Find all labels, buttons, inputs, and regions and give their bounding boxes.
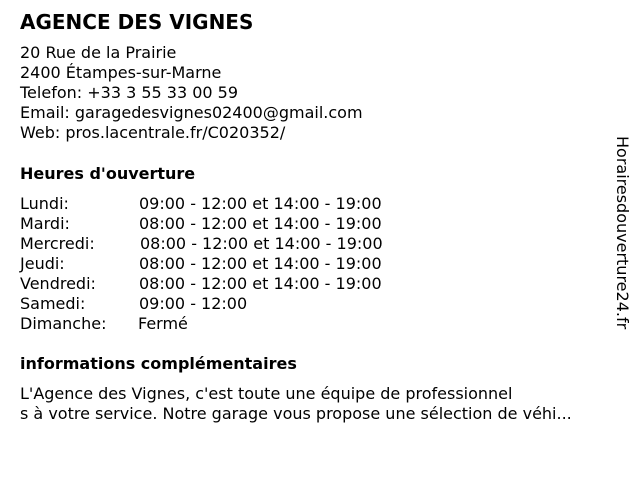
email-address: Email: garagedesvignes02400@gmail.com bbox=[20, 103, 363, 122]
business-name: AGENCE DES VIGNES bbox=[20, 10, 254, 34]
day-hours: 08:00 - 12:00 et 14:00 - 19:00 bbox=[139, 254, 382, 273]
day-hours: 08:00 - 12:00 et 14:00 - 19:00 bbox=[140, 234, 383, 253]
day-label: Vendredi: bbox=[20, 274, 96, 293]
hours-heading: Heures d'ouverture bbox=[20, 164, 196, 183]
info-line-1: L'Agence des Vignes, c'est toute une équipe de professionnel bbox=[20, 384, 513, 403]
day-hours: 09:00 - 12:00 bbox=[139, 294, 248, 313]
day-hours: 09:00 - 12:00 et 14:00 - 19:00 bbox=[139, 194, 382, 213]
day-label: Lundi: bbox=[20, 194, 69, 213]
city-address: 2400 Étampes-sur-Marne bbox=[20, 63, 222, 82]
street-address: 20 Rue de la Prairie bbox=[20, 43, 177, 62]
brand-watermark: Horairesdouverture24.fr bbox=[613, 136, 632, 330]
day-hours: 08:00 - 12:00 et 14:00 - 19:00 bbox=[139, 214, 382, 233]
day-label: Mardi: bbox=[20, 214, 70, 233]
contact-block bbox=[20, 43, 363, 143]
day-hours: Fermé bbox=[138, 314, 188, 333]
phone-number: Telefon: +33 3 55 33 00 59 bbox=[20, 83, 239, 102]
info-heading: informations complémentaires bbox=[20, 354, 297, 373]
day-label: Samedi: bbox=[20, 294, 86, 313]
website: Web: pros.lacentrale.fr/C020352/ bbox=[20, 123, 286, 142]
day-hours: 08:00 - 12:00 et 14:00 - 19:00 bbox=[139, 274, 382, 293]
day-label: Mercredi: bbox=[20, 234, 95, 253]
day-label: Jeudi: bbox=[20, 254, 65, 273]
info-description bbox=[20, 384, 620, 424]
day-label: Dimanche: bbox=[20, 314, 107, 333]
info-line-2: s à votre service. Notre garage vous propose une sélection de véhi... bbox=[20, 404, 572, 423]
